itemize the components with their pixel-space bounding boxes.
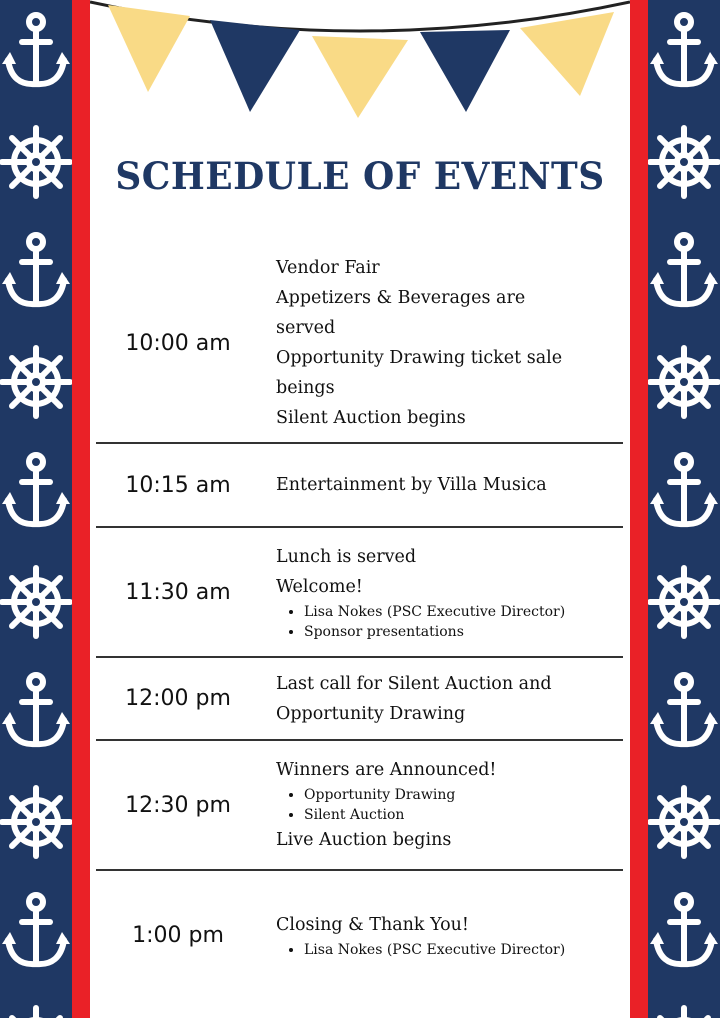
- event-bullet-item: • Silent Auction: [304, 805, 623, 825]
- event-details: [260, 253, 623, 433]
- event-line: Lunch is served: [276, 547, 417, 567]
- schedule-row: [96, 244, 623, 444]
- event-bullet-list: [276, 602, 623, 642]
- event-bullet-item: • Opportunity Drawing: [304, 785, 623, 805]
- event-bullet-item: • Lisa Nokes (PSC Executive Director): [304, 940, 623, 960]
- ship-wheel-icon: [648, 332, 720, 432]
- event-details: [260, 755, 623, 855]
- event-line: Entertainment by Villa Musica: [276, 475, 547, 495]
- anchor-icon: [0, 2, 72, 102]
- anchor-icon: [648, 2, 720, 102]
- bunting-banner: [90, 0, 630, 125]
- ship-wheel-icon: [648, 552, 720, 652]
- bunting-flag: [108, 5, 190, 92]
- event-time: 1:00 pm: [132, 922, 224, 948]
- event-line: beings: [276, 378, 335, 398]
- right-red-stripe: [630, 0, 648, 1018]
- schedule-row: [96, 871, 623, 999]
- ship-wheel-icon: [0, 992, 72, 1018]
- ship-wheel-icon: [648, 112, 720, 212]
- anchor-icon: [648, 442, 720, 542]
- left-border-pattern: [0, 0, 72, 1018]
- page-title: SCHEDULE OF EVENTS: [115, 154, 605, 198]
- event-bullet-item: • Lisa Nokes (PSC Executive Director): [304, 602, 623, 622]
- event-bullet-item: • Sponsor presentations: [304, 622, 623, 642]
- anchor-icon: [648, 882, 720, 982]
- anchor-icon: [0, 662, 72, 762]
- bunting-flag: [420, 30, 510, 112]
- event-details: [260, 910, 623, 960]
- anchor-icon: [648, 222, 720, 322]
- event-line: Silent Auction begins: [276, 408, 466, 428]
- left-red-stripe: [72, 0, 90, 1018]
- schedule-table: [96, 244, 623, 999]
- anchor-icon: [0, 222, 72, 322]
- event-line: Vendor Fair: [276, 258, 380, 278]
- event-time: 10:00 am: [125, 330, 231, 356]
- ship-wheel-icon: [648, 772, 720, 872]
- event-details: [260, 470, 623, 500]
- anchor-icon: [0, 882, 72, 982]
- event-line: Live Auction begins: [276, 830, 452, 850]
- event-bullet-list: [276, 940, 623, 960]
- event-line: served: [276, 318, 336, 338]
- event-bullet-list: [276, 785, 623, 825]
- bunting-flag: [312, 36, 408, 118]
- ship-wheel-icon: [0, 332, 72, 432]
- event-line: Closing & Thank You!: [276, 915, 469, 935]
- schedule-row: [96, 741, 623, 871]
- event-line: Last call for Silent Auction and: [276, 673, 552, 694]
- right-border-pattern: [648, 0, 720, 1018]
- bunting-flag: [210, 20, 300, 112]
- event-line: Opportunity Drawing ticket sale: [276, 348, 563, 368]
- schedule-row: [96, 658, 623, 741]
- event-time: 10:15 am: [125, 472, 231, 498]
- anchor-icon: [0, 442, 72, 542]
- event-time: 12:00 pm: [125, 686, 231, 711]
- event-line: Winners are Announced!: [276, 760, 497, 780]
- event-time: 12:30 pm: [125, 792, 231, 818]
- schedule-row: [96, 528, 623, 658]
- schedule-row: [96, 444, 623, 528]
- anchor-icon: [648, 662, 720, 762]
- ship-wheel-icon: [0, 552, 72, 652]
- event-details: [260, 542, 623, 642]
- event-line: Opportunity Drawing: [276, 703, 466, 724]
- bunting-flag: [520, 12, 614, 96]
- event-details: [260, 669, 623, 729]
- event-time: 11:30 am: [125, 579, 231, 605]
- event-line: Welcome!: [276, 577, 363, 597]
- ship-wheel-icon: [0, 772, 72, 872]
- event-line: Appetizers & Beverages are: [276, 288, 526, 308]
- ship-wheel-icon: [0, 112, 72, 212]
- ship-wheel-icon: [648, 992, 720, 1018]
